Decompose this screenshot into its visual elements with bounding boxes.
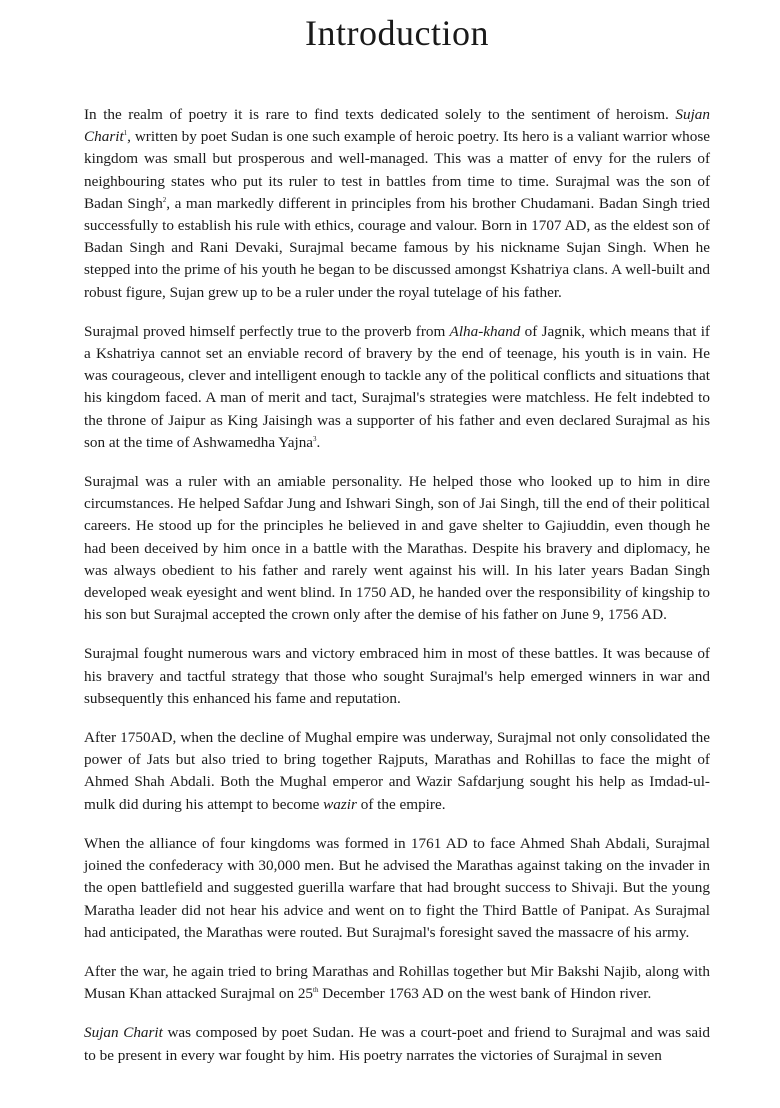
paragraph-2 (84, 321, 710, 454)
text-run: Surajmal proved himself perfectly true to the proverb from (84, 322, 450, 340)
text-run: , written by poet Sudan is one such example of heroic poetry. Its hero is a valiant warrior whose kingdom was small but prosperous and well-managed. This was a matter of envy for the rulers of neighbouring states who put its ruler to test in battles from time to time. Surajmal was the son of Badan Singh (84, 128, 710, 212)
text-run: In the realm of poetry it is rare to find texts dedicated solely to the sentiment of heroism. (84, 106, 676, 123)
paragraph-6: When the alliance of four kingdoms was formed in 1761 AD to face Ahmed Shah Abdali, Surajmal joined the confederacy with 30,000 men. But he advised the Marathas against taking on the invader in the open battlefield and suggested guerilla warfare that had brought success to Shivaji. But the young Maratha leader did not hear his advice and went on to fight the Third Battle of Panipat. As Surajmal had anticipated, the Marathas were routed. But Surajmal's foresight saved the massacre of his army. (84, 834, 710, 941)
text-run: After the war, he again tried to bring Marathas and Rohillas together but Mir Bakshi Najib, along with Musan Khan attacked Surajmal on 25 (84, 962, 710, 1003)
italic-term: wazir (323, 795, 357, 813)
paragraph-7 (84, 961, 710, 1005)
text-run: . (316, 433, 321, 451)
text-run: of the empire. (356, 795, 446, 813)
footnote-marker: 2 (162, 195, 167, 204)
text-run: of Jagnik, which means that if a Kshatriya cannot set an enviable record of bravery by the end of teenage, his youth is in vain. He was courageous, clever and intelligent enough to tackle any of the political conflicts and situations that his kingdom faced. A man of merit and tact, Surajmal's strategies were matchless. He felt indebted to the throne of Jaipur as King Jaisingh was a supporter of his father and even declared Surajmal as his son at the time of Ashwamedha Yajna (84, 322, 710, 451)
paragraph-5 (84, 727, 710, 816)
work-title: Alha-khand (449, 322, 521, 340)
paragraph-3: Surajmal was a ruler with an amiable personality. He helped those who looked up to him in dire circumstances. He helped Safdar Jung and Ishwari Singh, son of Jai Singh, till the end of their political careers. He stood up for the principles he believed in and gave shelter to Gajiuddin, even though he had been deceived by him once in a battle with the Marathas. Despite his bravery and diplomacy, he was always obedient to his father and rarely went against his will. In his later years Badan Singh developed weak eyesight and went blind. In 1750 AD, he handed over the responsibility of kingship to his son but Surajmal accepted the crown only after the demise of his father on June 9, 1756 AD. (84, 473, 710, 624)
paragraph-4: Surajmal fought numerous wars and victory embraced him in most of these battles. It was because of his bravery and tactful strategy that those who sought Surajmal's help emerged winners in war and subsequently this enhanced his fame and reputation. (84, 645, 710, 707)
text-run: was composed by poet Sudan. He was a court-poet and friend to Surajmal and was said to be present in every war fought by him. His poetry narrates the victories of Surajmal in seven (84, 1024, 710, 1064)
footnote-marker: 1 (123, 129, 128, 138)
paragraph-8 (84, 1022, 710, 1066)
body-text (84, 104, 710, 1067)
ordinal-suffix: th (313, 986, 319, 995)
work-title: Sujan Charit (84, 1024, 163, 1042)
page-title: Introduction (305, 13, 489, 53)
paragraph-1 (84, 104, 710, 304)
text-run: December 1763 AD on the west bank of Hindon river. (318, 985, 652, 1003)
text-run: , a man markedly different in principles from his brother Chudamani. Badan Singh tried successfully to establish his rule with ethics, courage and valour. Born in 1707 AD, as the eldest son of Badan Singh and Rani Devaki, Surajmal became famous by his nickname Sujan Singh. When he stepped into the prime of his youth he began to be discussed amongst Kshatriya clans. A well-built and robust figure, Sujan grew up to be a ruler under the royal tutelage of his father. (84, 194, 711, 301)
work-title: Sujan Charit (84, 106, 710, 146)
text-run: After 1750AD, when the decline of Mughal empire was underway, Surajmal not only consolidated the power of Jats but also tried to bring together Rajputs, Marathas and Rohillas to face the might of Ahmed Shah Abdali. Both the Mughal emperor and Wazir Safdarjung sought his help as Imdad-ul-mulk did during his attempt to become (84, 729, 710, 813)
footnote-marker: 3 (313, 434, 317, 443)
